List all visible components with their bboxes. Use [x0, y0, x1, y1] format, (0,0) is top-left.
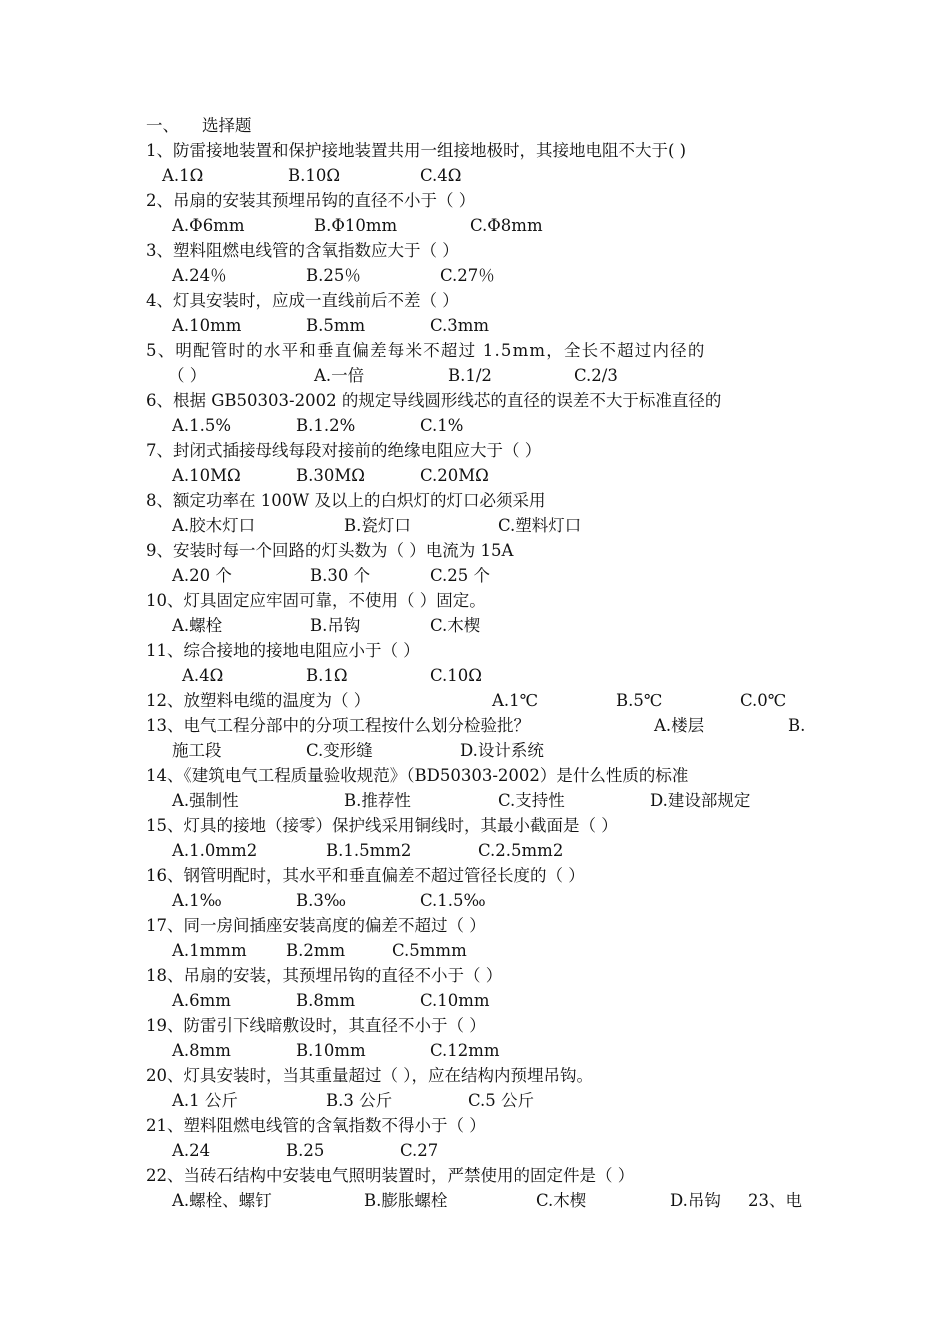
option: B.25 [286, 1141, 325, 1160]
option: C.塑料灯口 [498, 516, 582, 535]
option: C.12mm [430, 1041, 500, 1060]
option: B.25％ [306, 266, 361, 285]
option: C.27 [400, 1141, 439, 1160]
option: C.20MΩ [420, 466, 489, 485]
option: B.10Ω [288, 166, 341, 185]
question-text: 12、放塑料电缆的温度为（ ） [146, 691, 371, 710]
option: B.30 个 [310, 566, 371, 585]
section-number: 一、 [146, 116, 179, 135]
section-title: 选择题 [202, 116, 252, 135]
option: A.6mm [172, 991, 231, 1010]
option: A.螺栓、螺钉 [172, 1191, 272, 1210]
question-text: 9、安装时每一个回路的灯头数为（ ）电流为 15A [146, 541, 514, 560]
option: C.5 公斤 [468, 1091, 535, 1110]
option: B.8mm [296, 991, 356, 1010]
question-text-continued: （ ） [168, 366, 207, 385]
question-text: 21、塑料阻燃电线管的含氧指数不得小于（ ） [146, 1116, 486, 1135]
option: A.1mmm [172, 941, 247, 960]
option: A.1‰ [172, 891, 222, 910]
option: B.5℃ [616, 691, 663, 710]
option: C.25 个 [430, 566, 491, 585]
option: A.Φ6mm [172, 216, 245, 235]
question-text: 4、灯具安装时，应成一直线前后不差（ ） [146, 291, 459, 310]
option: A.8mm [172, 1041, 231, 1060]
question-text: 7、封闭式插接母线每段对接前的绝缘电阻应大于（ ） [146, 441, 542, 460]
option: C.27％ [440, 266, 495, 285]
option: B.1Ω [306, 666, 348, 685]
option: 施工段 [172, 741, 222, 760]
option: A.1.0mm2 [172, 841, 258, 860]
option: B.瓷灯口 [344, 516, 411, 535]
question-text: 6、根据 GB50303-2002 的规定导线圆形线芯的直径的误差不大于标准直径的 [146, 391, 722, 410]
option: D.设计系统 [460, 741, 544, 760]
question-text: 18、吊扇的安装，其预埋吊钩的直径不小于（ ） [146, 966, 503, 985]
option: B.10mm [296, 1041, 366, 1060]
option: B.1.2% [296, 416, 356, 435]
option: C.变形缝 [306, 741, 373, 760]
option: B.5mm [306, 316, 366, 335]
option: B.3 公斤 [326, 1091, 393, 1110]
option: C.10mm [420, 991, 490, 1010]
option: B.3‰ [296, 891, 347, 910]
question-text: 3、塑料阻燃电线管的含氧指数应大于（ ） [146, 241, 459, 260]
question-text: 2、吊扇的安装其预埋吊钩的直径不小于（ ） [146, 191, 476, 210]
question-text: 13、电气工程分部中的分项工程按什么划分检验批？ [146, 716, 530, 735]
option: B.Φ10mm [314, 216, 398, 235]
question-text: 5、明配管时的水平和垂直偏差每米不超过 1.5mm，全长不超过内径的 [146, 341, 706, 360]
next-question-start: 23、电 [748, 1191, 802, 1210]
option: A.一倍 [314, 366, 365, 385]
option: A.胶木灯口 [172, 516, 256, 535]
option: A.1.5% [172, 416, 232, 435]
option: B. [788, 716, 806, 735]
option: A.10mm [172, 316, 242, 335]
option: B.30MΩ [296, 466, 365, 485]
question-text: 14、《建筑电气工程质量验收规范》（BD50303-2002）是什么性质的标准 [146, 766, 689, 785]
option: B.1/2 [448, 366, 492, 385]
option: A.强制性 [172, 791, 239, 810]
option: C.10Ω [430, 666, 482, 685]
option: D.吊钩 [670, 1191, 721, 1210]
question-text: 15、灯具的接地（接零）保护线采用铜线时，其最小截面是（ ） [146, 816, 618, 835]
option: A.螺栓 [172, 616, 223, 635]
option: A.24 [172, 1141, 211, 1160]
question-text: 10、灯具固定应牢固可靠，不使用（ ）固定。 [146, 591, 486, 610]
option: C.木楔 [536, 1191, 587, 1210]
option: C.支持性 [498, 791, 565, 810]
option: A.4Ω [182, 666, 224, 685]
option: C.2/3 [574, 366, 618, 385]
question-text: 1、防雷接地装置和保护接地装置共用一组接地极时，其接地电阻不大于( ) [146, 141, 687, 160]
option: C.1.5‰ [420, 891, 486, 910]
option: C.Φ8mm [470, 216, 543, 235]
option: C.1% [420, 416, 464, 435]
option: C.2.5mm2 [478, 841, 564, 860]
question-text: 20、灯具安装时，当其重量超过（ ），应在结构内预埋吊钩。 [146, 1066, 593, 1085]
option: C.0℃ [740, 691, 787, 710]
question-text: 8、额定功率在 100W 及以上的白炽灯的灯口必须采用 [146, 491, 546, 510]
question-text: 19、防雷引下线暗敷设时，其直径不小于（ ） [146, 1016, 486, 1035]
option: D.建设部规定 [650, 791, 751, 810]
question-text: 17、同一房间插座安装高度的偏差不超过（ ） [146, 916, 486, 935]
option: A.10MΩ [172, 466, 241, 485]
option: B.2mm [286, 941, 346, 960]
question-text: 22、当砖石结构中安装电气照明装置时，严禁使用的固定件是（ ） [146, 1166, 635, 1185]
option: B.推荐性 [344, 791, 411, 810]
option: C.木楔 [430, 616, 481, 635]
question-text: 16、钢管明配时，其水平和垂直偏差不超过管径长度的（ ） [146, 866, 585, 885]
option: A.1 公斤 [172, 1091, 238, 1110]
option: B.吊钩 [310, 616, 361, 635]
option: C.5mmm [392, 941, 467, 960]
option: C.4Ω [420, 166, 462, 185]
option: A.1℃ [492, 691, 539, 710]
option: A.24％ [172, 266, 227, 285]
option: C.3mm [430, 316, 490, 335]
question-text: 11、综合接地的接地电阻应小于（ ） [146, 641, 420, 660]
option: A.楼层 [654, 716, 705, 735]
option: A.1Ω [162, 166, 204, 185]
option: A.20 个 [172, 566, 232, 585]
option: B.膨胀螺栓 [364, 1191, 448, 1210]
option: B.1.5mm2 [326, 841, 412, 860]
